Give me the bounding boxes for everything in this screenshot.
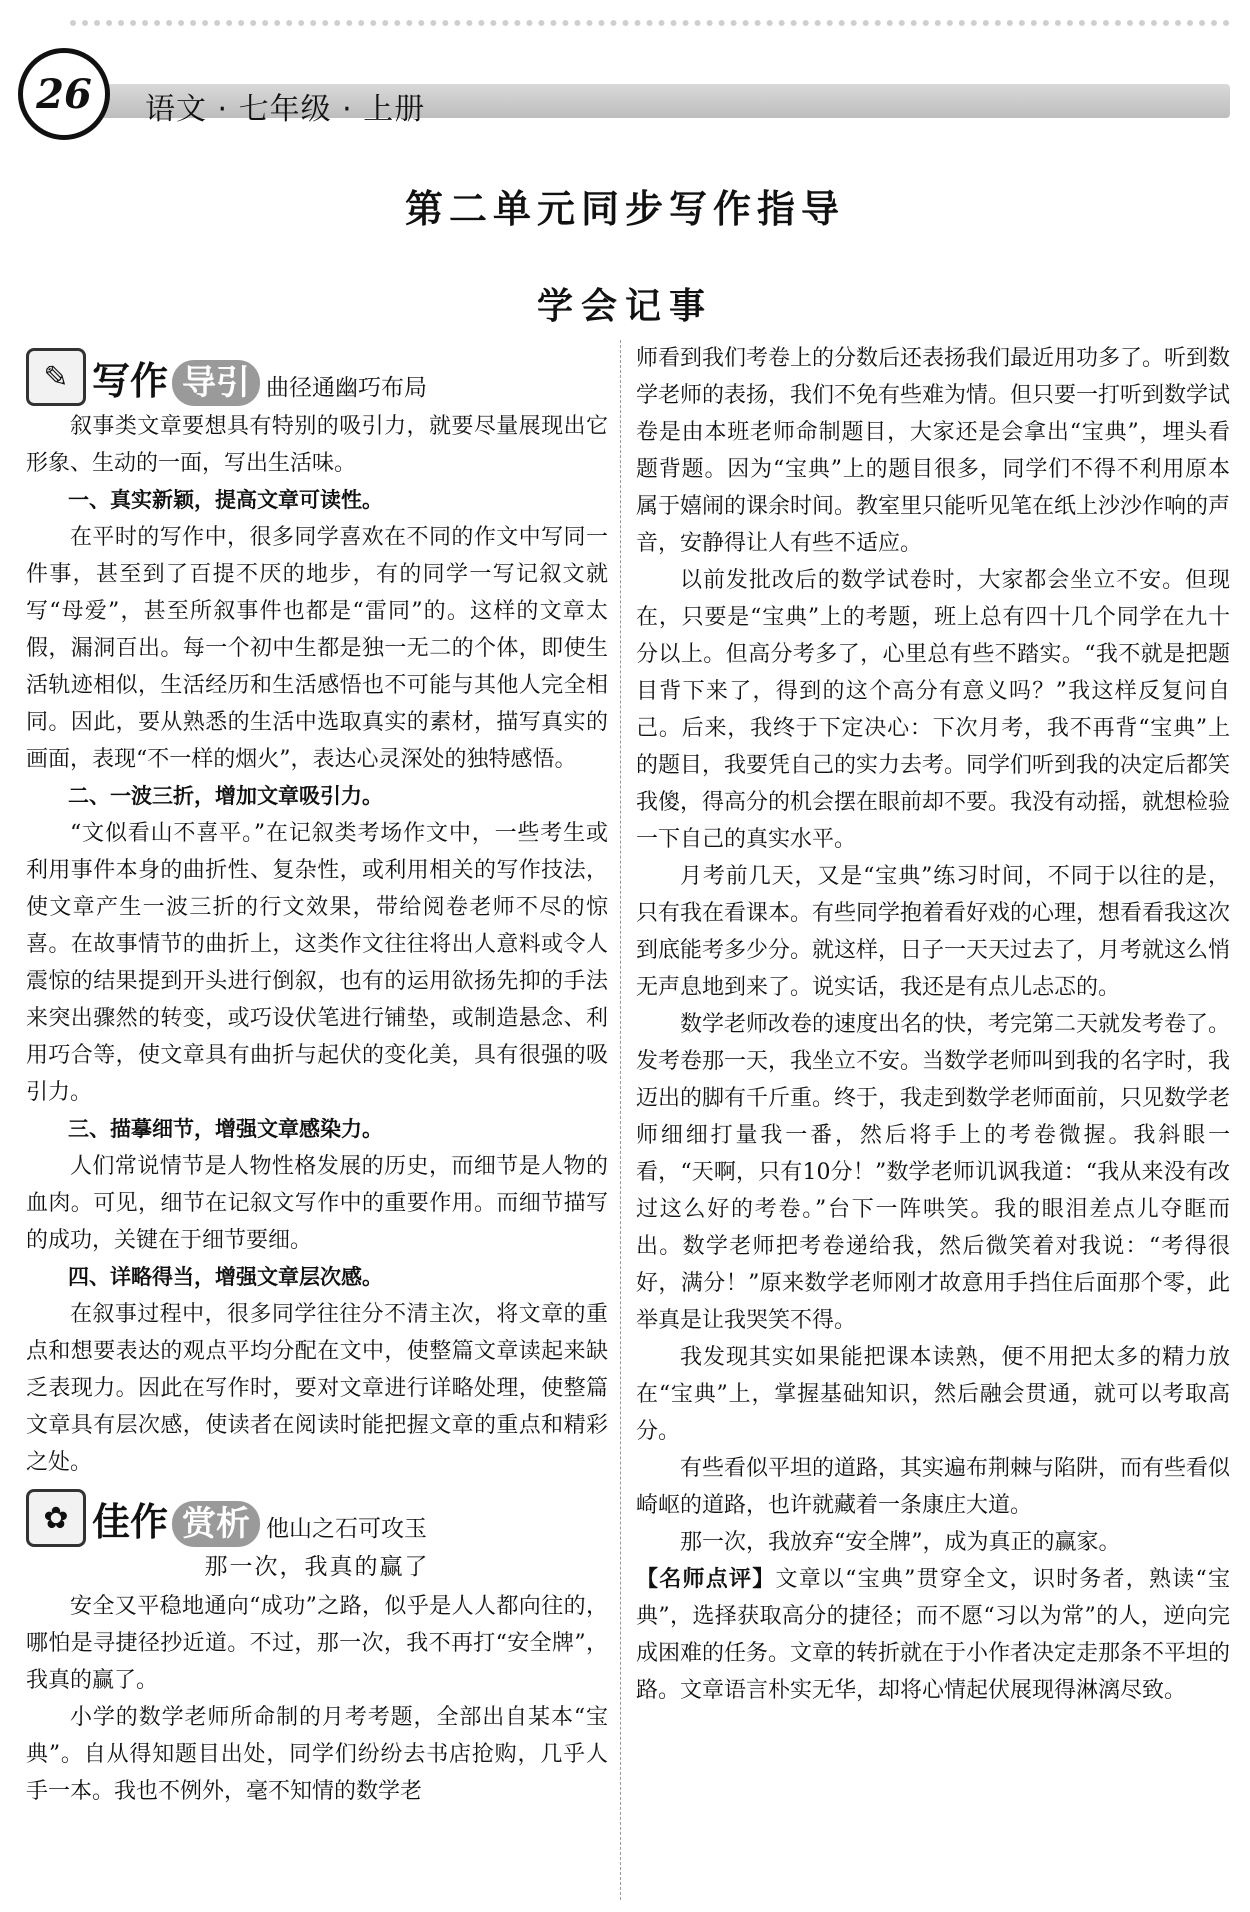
page-header [0, 0, 1250, 140]
sub-title: 学会记事 [536, 286, 713, 327]
page-number-badge [18, 48, 110, 140]
header-dotted-line [70, 20, 1230, 36]
comment-text: 文章以“宝典”贯穿全文，识时务者，熟读“宝典”，选择获取高分的捷径；而不愿“习以为常”的人，逆向完成困难的任务。文章的转折就在于小作者决定走那条不平坦的路。文章语言朴实无华，却将心情起伏展现得淋漓尽致。 [636, 1567, 1231, 1703]
essay-paragraph: 我发现其实如果能把课本读熟，便不用把太多的精力放在“宝典”上，掌握基础知识，然后融会贯通，就可以考取高分。 [636, 1345, 1230, 1444]
book-title: 语文 · 七年级 · 上册 [145, 92, 426, 127]
guide-heading-3: 三、描摹细节，增强文章感染力。 [68, 1117, 383, 1141]
essay-paragraph: 安全又平稳地通向“成功”之路，似乎是人人都向往的，哪怕是寻捷径抄近道。不过，那一次，我不再打“安全牌”，我真的赢了。 [26, 1594, 608, 1693]
guide-heading-2: 二、一波三折，增加文章吸引力。 [68, 784, 383, 808]
essay-paragraph: 以前发批改后的数学试卷时，大家都会坐立不安。但现在，只要是“宝典”上的考题，班上总有四十几个同学在九十分以上。但高分考多了，心里总有些不踏实。“我不就是把题目背下来了，得到的这个高分有意义吗？”我这样反复问自己。后来，我终于下定决心：下次月考，我不再背“宝典”上的题目，我要凭自己的实力去考。同学们听到我的决定后都笑我傻，得高分的机会摆在眼前却不要。我没有动摇，就想检验一下自己的真实水平。 [636, 568, 1231, 852]
page-number: 26 [36, 70, 92, 118]
guide-label-b: 导引 [172, 360, 260, 406]
guide-paragraph: 叙事类文章要想具有特别的吸引力，就要尽量展现出它形象、生动的一面，写出生活味。 [26, 414, 608, 476]
left-column [26, 340, 608, 1810]
guide-paragraph: 人们常说情节是人物性格发展的历史，而细节是人物的血肉。可见，细节在记叙文写作中的重要作用。而细节描写的成功，关键在于细节要细。 [26, 1154, 608, 1253]
guide-paragraph: 在平时的写作中，很多同学喜欢在不同的作文中写同一件事，甚至到了百提不厌的地步，有的同学一写记叙文就写“母爱”，甚至所叙事件也都是“雷同”的。这样的文章太假，漏洞百出。每一个初中生都是独一无二的个体，即使生活轨迹相似，生活经历和生活感悟也不可能与其他人完全相同。因此，要从熟悉的生活中选取真实的素材，描写真实的画面，表现“不一样的烟火”，表达心灵深处的独特感悟。 [26, 525, 608, 772]
essay-paragraph: 师看到我们考卷上的分数后还表扬我们最近用功多了。听到数学老师的表扬，我们不免有些难为情。但只要一打听到数学试卷是由本班老师命制题目，大家还是会拿出“宝典”，埋头看题背题。因为“宝典”上的题目很多，同学们不得不利用原本属于嬉闹的课余时间。教室里只能听见笔在纸上沙沙作响的声音，安静得让人有些不适应。 [636, 346, 1231, 556]
essay-tagline: 他山之石可攻玉 [266, 1516, 428, 1542]
pencil-notebook-icon: ✎ [26, 348, 86, 406]
teacher-comment [636, 1561, 1230, 1709]
guide-paragraph: “文似看山不喜平。”在记叙类考场作文中，一些考生或利用事件本身的曲折性、复杂性，或利用相关的写作技法，使文章产生一波三折的行文效果，带给阅卷老师不尽的惊喜。在故事情节的曲折上，这类作文往往将出人意料或令人震惊的结果提到开头进行倒叙，也有的运用欲扬先抑的手法来突出骤然的转变，或巧设伏笔进行铺垫，或制造悬念、利用巧合等，使文章具有曲折与起伏的变化美，具有很强的吸引力。 [26, 821, 608, 1105]
guide-section-head [26, 344, 608, 406]
essay-paragraph: 数学老师改卷的速度出名的快，考完第二天就发考卷了。发考卷那一天，我坐立不安。当数学老师叫到我的名字时，我迈出的脚有千斤重。终于，我走到数学老师面前，只见数学老师细细打量我一番，然后将手上的考卷微握。我斜眼一看，“天啊，只有10分！”数学老师讥讽我道：“我从来没有改过这么好的考卷。”台下一阵哄笑。我的眼泪差点儿夺眶而出。数学老师把考卷递给我，然后微笑着对我说：“考得很好，满分！”原来数学老师刚才故意用手挡住后面那个零，此举真是让我哭笑不得。 [636, 1012, 1231, 1333]
guide-heading-1: 一、真实新颖，提高文章可读性。 [68, 488, 383, 512]
essay-paragraph: 月考前几天，又是“宝典”练习时间，不同于以往的是，只有我在看课本。有些同学抱着看好戏的心理，想看看我这次到底能考多少分。就这样，日子一天天过去了，月考就这么悄无声息地到来了。说实话，我还是有点儿忐忑的。 [636, 864, 1231, 1000]
essay-paragraph: 那一次，我放弃“安全牌”，成为真正的赢家。 [680, 1530, 1121, 1555]
guide-heading-4: 四、详略得当，增强文章层次感。 [68, 1265, 383, 1289]
comment-label: 【名师点评】 [636, 1567, 776, 1592]
guide-paragraph: 在叙事过程中，很多同学往往分不清主次，将文章的重点和想要表达的观点平均分配在文中，使整篇文章读起来缺乏表现力。因此在写作时，要对文章进行详略处理，使整篇文章具有层次感，使读者在阅读时能把握文章的重点和精彩之处。 [26, 1302, 608, 1475]
guide-label-a: 写作 [92, 359, 169, 403]
essay-label-a: 佳作 [92, 1500, 169, 1544]
essay-paragraph: 有些看似平坦的道路，其实遍布荆棘与陷阱，而有些看似崎岖的道路，也许就藏着一条康庄大道。 [636, 1456, 1231, 1518]
essay-section-head [26, 1485, 608, 1547]
column-divider [620, 340, 621, 1900]
flower-board-icon: ✿ [26, 1489, 86, 1547]
essay-label-b: 赏析 [172, 1501, 260, 1547]
essay-paragraph: 小学的数学老师所命制的月考考题，全部出自某本“宝典”。自从得知题目出处，同学们纷纷去书店抢购，几乎人手一本。我也不例外，毫不知情的数学老 [26, 1705, 608, 1804]
guide-tagline: 曲径通幽巧布局 [266, 375, 428, 401]
unit-title: 第二单元同步写作指导 [404, 187, 845, 231]
essay-title: 那一次，我真的赢了 [204, 1554, 430, 1580]
right-column [636, 340, 1230, 1709]
